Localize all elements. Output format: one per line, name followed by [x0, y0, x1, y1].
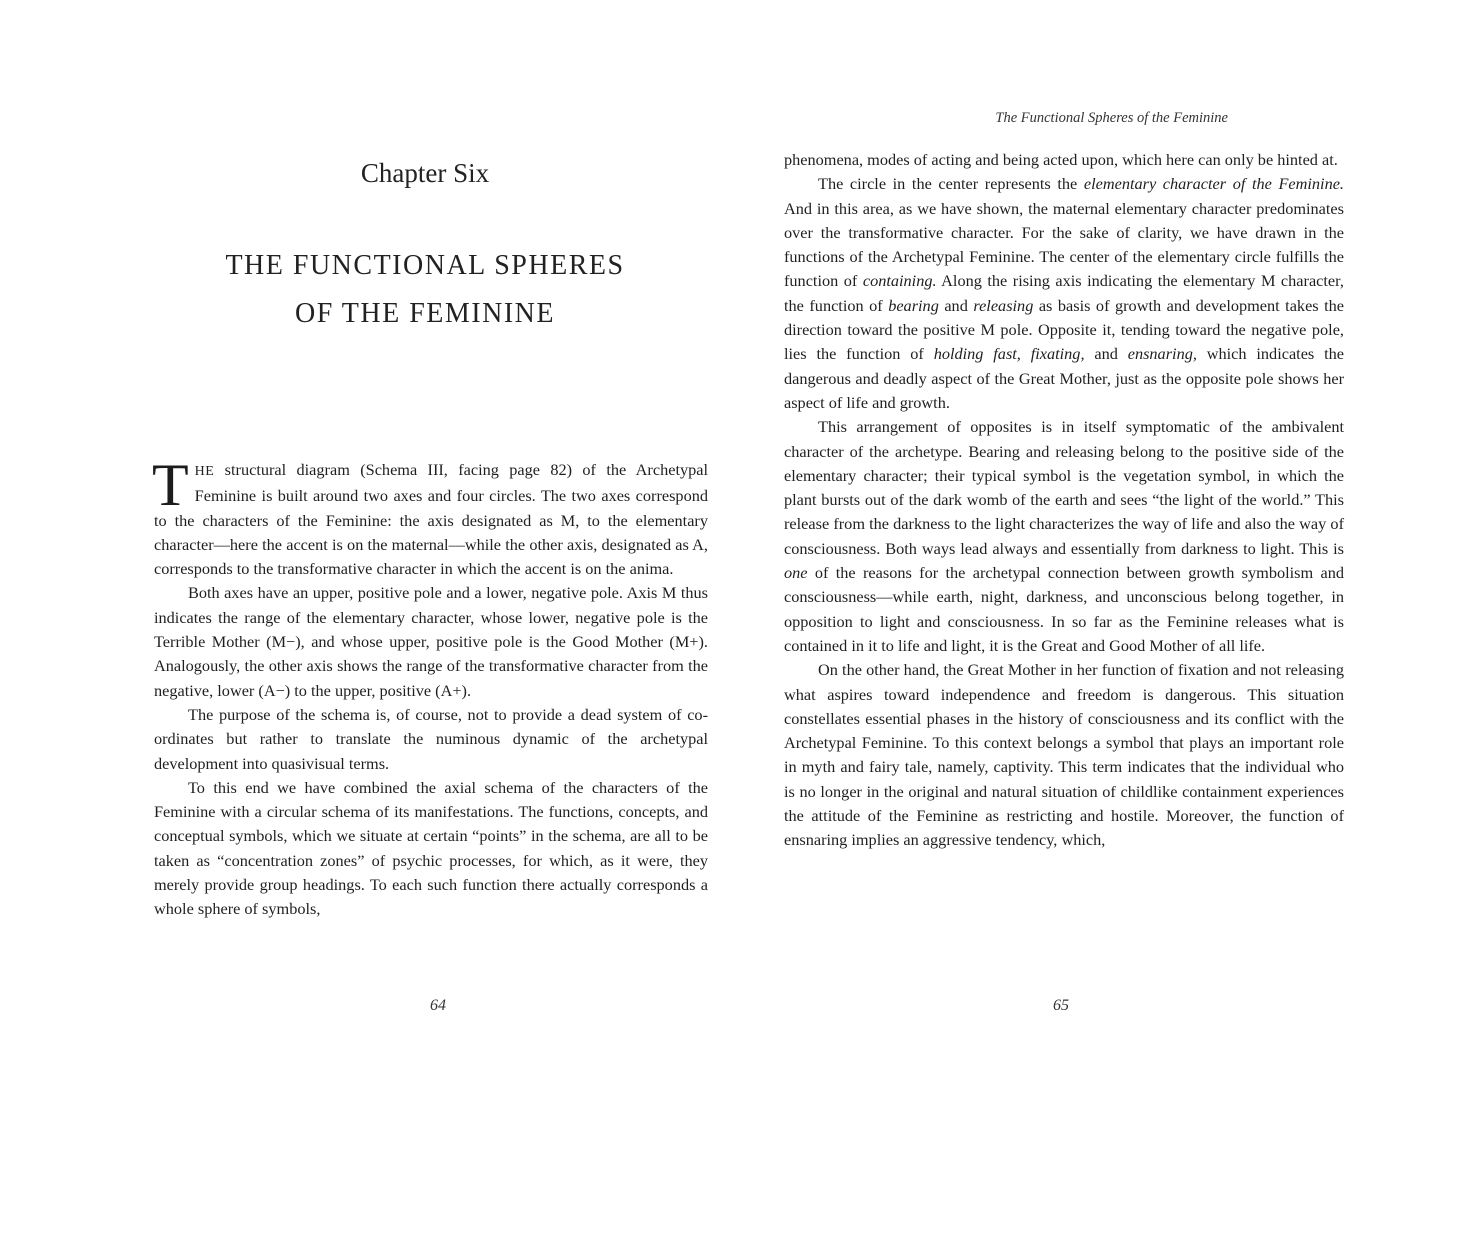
paragraph-other-hand: On the other hand, the Great Mother in her function of fixation and not releasing what aspires toward independence and freedom is dangerous. This situation constellates essential phases in the history of consciousness and its conflict with the Archetypal Feminine. To this context belongs a symbol that plays an important role in myth and fairy tale, namely, captivity. This term indicates that the individual who is no longer in the original and natural situation of childlike containment experiences the attitude of the Feminine as restricting and hostile. Moreover, the function of ensnaring implies an aggressive tendency, which, [784, 660, 1344, 850]
text-span: The circle in the center represents the [818, 174, 1084, 194]
paragraph-2: Both axes have an upper, positive pole and a lower, negative pole. Axis M thus indicates the range of the elementary character, whose lower, negative pole is the Terrible Mother (M−), and whose upper, positive pole is the Good Mother (M+). Analogously, the other axis shows the range of the transformative character from the negative, lower (A−) to the upper, positive (A+). [154, 583, 708, 700]
paragraph-3: The purpose of the schema is, of course, not to provide a dead system of co-ordinates but rather to translate the numinous dynamic of the archetypal development into quasivisual terms. [154, 704, 708, 773]
text-span: which indicates the dangerous and deadly aspect of the Great Mother, just as the opposite pole shows her aspect of life and growth. [784, 344, 1344, 412]
text-span: of the reasons for the archetypal connection between growth symbolism and consciousness—while earth, night, darkness, and unconscious belong together, in opposition to light and consciousness. In so far as the Feminine releases what is contained in it to life and light, it is the Great and Good Mother of all life. [784, 563, 1344, 655]
paragraph-center-circle [784, 172, 1344, 415]
italic-span: elementary character of the Feminine. [1083, 174, 1345, 194]
text-span: Along the rising axis indicating the elementary M character, the function of [784, 271, 1344, 315]
text-span: as basis of growth and development takes the direction toward the positive M pole. Opposite it, tending toward the negative pole, lies the function of [784, 295, 1345, 364]
text-span: and [938, 295, 974, 315]
italic-span: containing. [862, 271, 937, 291]
italic-span: ensnaring, [1127, 344, 1197, 364]
paragraph-1 [152, 452, 708, 581]
italic-span: bearing [888, 295, 939, 315]
opening-small-caps: HE [194, 464, 215, 479]
paragraph-opposites [784, 415, 1344, 658]
text-span: This arrangement of opposites is in itself symptomatic of the ambivalent character of the archetype. Bearing and releasing belong to the positive side of the elementary character; their typical symbol is the vegetation symbol, in which the plant bursts out of the dark womb of the earth and sees “the light of the world.” This release from the darkness to the light characterizes the way of life and also the way of consciousness. Both ways lead always and essentially from darkness to light. This is [784, 417, 1344, 558]
italic-span: releasing [973, 295, 1034, 315]
text-span: And in this area, as we have shown, the maternal elementary character predominates over the transformative character. For the sake of clarity, we have drawn in the functions of the Archetypal Feminine. The center of the elementary circle fulfills the function of [784, 198, 1344, 291]
text-span: and [1084, 344, 1128, 364]
chapter-title-line-2: OF THE FEMININE [295, 298, 555, 329]
page-number-right: 65 [1053, 997, 1069, 1014]
paragraph-4: To this end we have combined the axial schema of the characters of the Feminine with a circular schema of its manifestations. The functions, concepts, and conceptual symbols, which we situate at certain “points” in the schema, are all to be taken as “concentration zones” of psychic processes, for which, as it were, they merely provide group headings. To each such function there actually corresponds a whole sphere of symbols, [154, 777, 708, 919]
running-head: The Functional Spheres of the Feminine [995, 110, 1228, 126]
italic-span: one [784, 563, 808, 583]
chapter-title-line-1: THE FUNCTIONAL SPHERES [225, 250, 625, 281]
left-body-text [152, 452, 708, 922]
right-body-text [784, 148, 1344, 853]
page-number-left: 64 [430, 997, 446, 1014]
paragraph-1-text: structural diagram (Schema III, facing page 82) of the Archetypal Feminine is built around two axes and four circles. The two axes correspond to the characters of the Feminine: the axis designated as M, to the elementary character—here the accent is on the maternal—while the other axis, designated as A, corresponds to the transformative character in which the accent is on the anima. [154, 460, 708, 579]
italic-span: holding fast, fixating, [933, 344, 1085, 364]
chapter-label: Chapter Six [360, 158, 490, 188]
drop-cap: T [152, 452, 189, 518]
paragraph-continued: phenomena, modes of acting and being acted upon, which here can only be hinted at. [784, 150, 1338, 169]
right-page [738, 0, 1476, 1234]
